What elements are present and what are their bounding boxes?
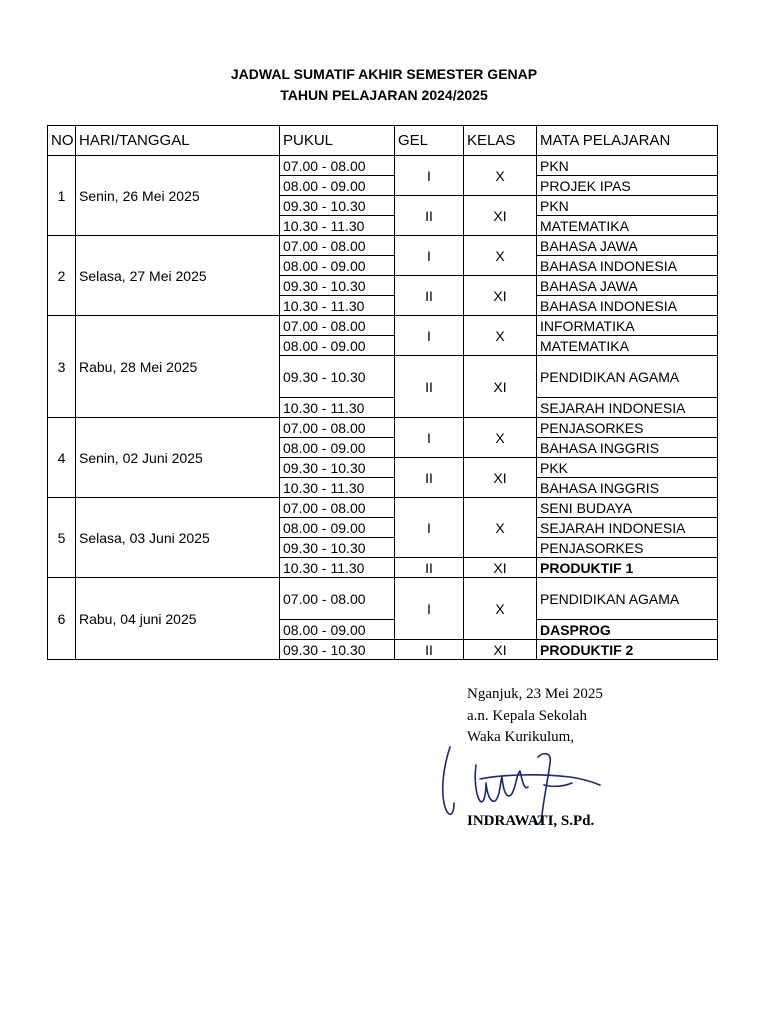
day-number: 1	[48, 156, 76, 236]
time-cell: 10.30 - 11.30	[280, 478, 395, 498]
table-row	[48, 578, 718, 620]
table-row	[48, 236, 718, 256]
time-cell: 10.30 - 11.30	[280, 558, 395, 578]
time-cell: 09.30 - 10.30	[280, 640, 395, 660]
day-date: Selasa, 27 Mei 2025	[76, 236, 280, 316]
subject-cell: SENI BUDAYA	[537, 498, 718, 518]
gel-cell: II	[395, 558, 464, 578]
subject-cell: PKN	[537, 156, 718, 176]
signature-role: Waka Kurikulum,	[467, 729, 575, 745]
time-cell: 09.30 - 10.30	[280, 276, 395, 296]
time-cell: 09.30 - 10.30	[280, 538, 395, 558]
subject-cell: BAHASA INGGRIS	[537, 438, 718, 458]
subject-cell: PENJASORKES	[537, 538, 718, 558]
schedule-table	[47, 125, 718, 660]
header-no: NO	[48, 126, 76, 156]
subject-cell: SEJARAH INDONESIA	[537, 398, 718, 418]
class-cell: XI	[464, 558, 537, 578]
gel-cell: II	[395, 196, 464, 236]
time-cell: 09.30 - 10.30	[280, 356, 395, 398]
subject-cell: BAHASA JAWA	[537, 276, 718, 296]
class-cell: XI	[464, 196, 537, 236]
subject-cell: BAHASA INDONESIA	[537, 256, 718, 276]
signatory-name: INDRAWATI, S.Pd.	[467, 813, 595, 829]
time-cell: 08.00 - 09.00	[280, 620, 395, 640]
time-cell: 08.00 - 09.00	[280, 336, 395, 356]
day-date: Rabu, 04 juni 2025	[76, 578, 280, 660]
day-number: 2	[48, 236, 76, 316]
subject-cell: BAHASA INDONESIA	[537, 296, 718, 316]
table-row	[48, 418, 718, 438]
subject-cell: PRODUKTIF 2	[537, 640, 718, 660]
subject-cell: PKK	[537, 458, 718, 478]
document-subtitle: TAHUN PELAJARAN 2024/2025	[280, 87, 488, 103]
class-cell: XI	[464, 458, 537, 498]
subject-cell: PENDIDIKAN AGAMA	[537, 578, 718, 620]
gel-cell: II	[395, 458, 464, 498]
day-number: 3	[48, 316, 76, 418]
time-cell: 10.30 - 11.30	[280, 398, 395, 418]
class-cell: XI	[464, 276, 537, 316]
subject-cell: PRODUKTIF 1	[537, 558, 718, 578]
gel-cell: I	[395, 498, 464, 558]
subject-cell: BAHASA JAWA	[537, 236, 718, 256]
gel-cell: II	[395, 356, 464, 418]
day-number: 4	[48, 418, 76, 498]
subject-cell: PROJEK IPAS	[537, 176, 718, 196]
subject-cell: MATEMATIKA	[537, 336, 718, 356]
time-cell: 10.30 - 11.30	[280, 216, 395, 236]
gel-cell: I	[395, 236, 464, 276]
document-title: JADWAL SUMATIF AKHIR SEMESTER GENAP	[230, 66, 538, 82]
time-cell: 07.00 - 08.00	[280, 316, 395, 336]
gel-cell: II	[395, 640, 464, 660]
time-cell: 07.00 - 08.00	[280, 578, 395, 620]
day-number: 6	[48, 578, 76, 660]
header-date: HARI/TANGGAL	[76, 126, 280, 156]
signature-place-date: Nganjuk, 23 Mei 2025	[467, 686, 603, 702]
class-cell: XI	[464, 640, 537, 660]
day-date: Senin, 26 Mei 2025	[76, 156, 280, 236]
class-cell: X	[464, 498, 537, 558]
table-row	[48, 156, 718, 176]
time-cell: 08.00 - 09.00	[280, 176, 395, 196]
header-gel: GEL	[395, 126, 464, 156]
header-class: KELAS	[464, 126, 537, 156]
subject-cell: SEJARAH INDONESIA	[537, 518, 718, 538]
subject-cell: BAHASA INGGRIS	[537, 478, 718, 498]
gel-cell: I	[395, 418, 464, 458]
header-subject: MATA PELAJARAN	[537, 126, 718, 156]
time-cell: 07.00 - 08.00	[280, 236, 395, 256]
time-cell: 07.00 - 08.00	[280, 418, 395, 438]
table-row	[48, 316, 718, 336]
header-time: PUKUL	[280, 126, 395, 156]
class-cell: X	[464, 236, 537, 276]
time-cell: 07.00 - 08.00	[280, 498, 395, 518]
time-cell: 07.00 - 08.00	[280, 156, 395, 176]
time-cell: 09.30 - 10.30	[280, 458, 395, 478]
class-cell: X	[464, 418, 537, 458]
class-cell: XI	[464, 356, 537, 418]
time-cell: 10.30 - 11.30	[280, 296, 395, 316]
gel-cell: II	[395, 276, 464, 316]
subject-cell: PENJASORKES	[537, 418, 718, 438]
time-cell: 08.00 - 09.00	[280, 518, 395, 538]
subject-cell: PENDIDIKAN AGAMA	[537, 356, 718, 398]
day-date: Rabu, 28 Mei 2025	[76, 316, 280, 418]
table-header-row	[48, 126, 718, 156]
day-number: 5	[48, 498, 76, 578]
gel-cell: I	[395, 578, 464, 640]
subject-cell: PKN	[537, 196, 718, 216]
day-date: Senin, 02 Juni 2025	[76, 418, 280, 498]
class-cell: X	[464, 316, 537, 356]
time-cell: 09.30 - 10.30	[280, 196, 395, 216]
subject-cell: INFORMATIKA	[537, 316, 718, 336]
class-cell: X	[464, 578, 537, 640]
table-row	[48, 498, 718, 518]
class-cell: X	[464, 156, 537, 196]
gel-cell: I	[395, 156, 464, 196]
time-cell: 08.00 - 09.00	[280, 438, 395, 458]
gel-cell: I	[395, 316, 464, 356]
time-cell: 08.00 - 09.00	[280, 256, 395, 276]
subject-cell: MATEMATIKA	[537, 216, 718, 236]
day-date: Selasa, 03 Juni 2025	[76, 498, 280, 578]
subject-cell: DASPROG	[537, 620, 718, 640]
signature-on-behalf: a.n. Kepala Sekolah	[467, 708, 587, 724]
